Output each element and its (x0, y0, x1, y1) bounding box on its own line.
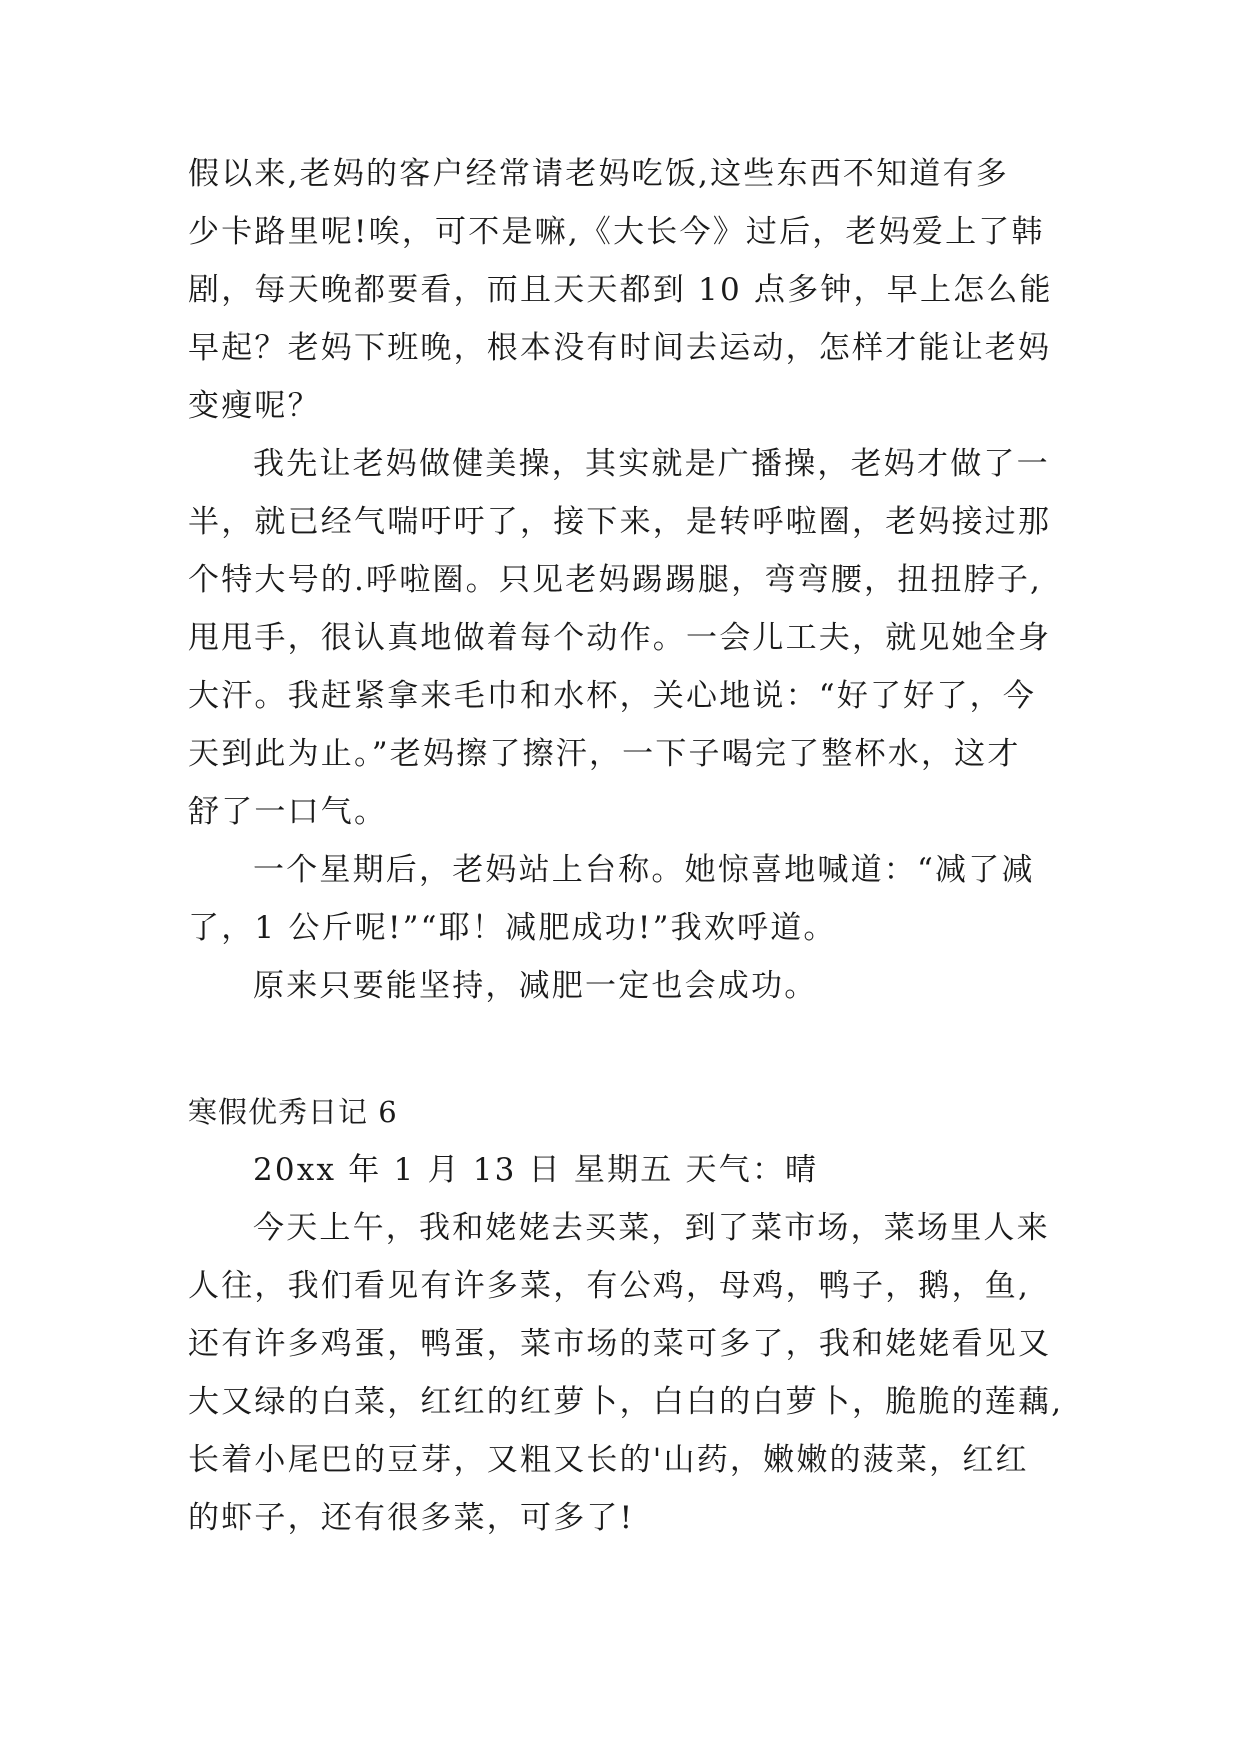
text-line: 甩甩手，很认真地做着每个动作。一会儿工夫，就见她全身 (188, 620, 1052, 656)
text-line: 我先让老妈做健美操，其实就是广播操，老妈才做了一 (253, 446, 1050, 482)
text-line: 长着小尾巴的豆芽，又粗又长的'山药，嫩嫩的菠菜，红红 (188, 1442, 1029, 1478)
date-line: 20xx 年 1 月 13 日 星期五 天气：晴 (253, 1152, 819, 1188)
text-line: 还有许多鸡蛋，鸭蛋，菜市场的菜可多了，我和姥姥看见又 (188, 1326, 1052, 1362)
text-line: 个特大号的.呼啦圈。只见老妈踢踢腿，弯弯腰，扭扭脖子, (188, 562, 1043, 598)
text-line: 大又绿的白菜，红红的红萝卜，白白的白萝卜，脆脆的莲藕, (188, 1384, 1064, 1420)
text-line: 天到此为止。”老妈擦了擦汗，一下子喝完了整杯水，这才 (188, 736, 1021, 772)
text-line: 一个星期后，老妈站上台称。她惊喜地喊道：“减了减 (253, 852, 1035, 888)
text-line: 变瘦呢？ (188, 388, 321, 424)
text-line: 原来只要能坚持，减肥一定也会成功。 (253, 968, 818, 1004)
text-line: 剧，每天晚都要看，而且天天都到 10 点多钟，早上怎么能 (188, 272, 1053, 308)
text-line: 大汗。我赶紧拿来毛巾和水杯，关心地说：“好了好了，今 (188, 678, 1037, 714)
text-line: 的虾子，还有很多菜，可多了! (188, 1500, 635, 1536)
text-line: 半，就已经气喘吁吁了，接下来，是转呼啦圈，老妈接过那 (188, 504, 1052, 540)
text-line: 舒了一口气。 (188, 794, 388, 830)
text-line: 假以来,老妈的客户经常请老妈吃饭,这些东西不知道有多 (188, 156, 1009, 192)
text-line: 今天上午，我和姥姥去买菜，到了菜市场，菜场里人来 (253, 1210, 1050, 1246)
section-title: 寒假优秀日记 6 (188, 1095, 398, 1129)
text-line: 少卡路里呢!唉，可不是嘛,《大长今》过后，老妈爱上了韩 (188, 214, 1045, 250)
text-line: 人往，我们看见有许多菜，有公鸡，母鸡，鸭子，鹅，鱼, (188, 1268, 1031, 1304)
text-line: 了，1 公斤呢!”“耶！减肥成功!”我欢呼道。 (188, 910, 837, 946)
text-line: 早起？老妈下班晚，根本没有时间去运动，怎样才能让老妈 (188, 330, 1052, 366)
